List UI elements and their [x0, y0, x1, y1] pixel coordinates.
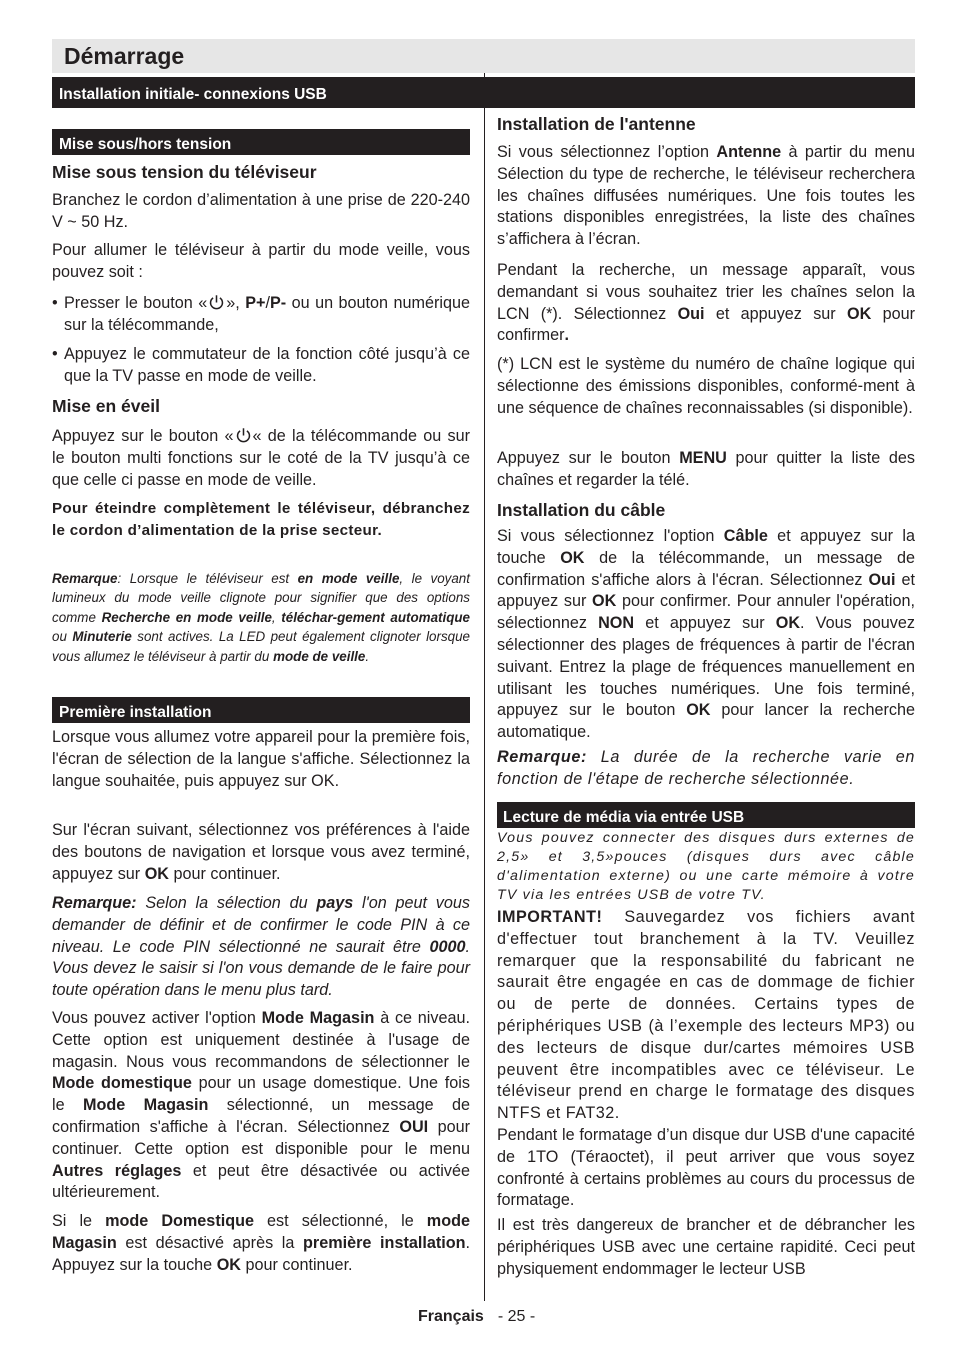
page-number: - 25 -	[497, 1308, 536, 1325]
paragraph: Appuyez sur le bouton « « de la télécommande ou sur le bouton multi fonctions sur le coté de la TV jusqu’à ce que celle ci passe en mode de veille.	[52, 427, 470, 489]
warning-paragraph: Pour éteindre complètement le téléviseur, débranchez le cordon d’alimentation de la prise secteur.	[52, 500, 470, 539]
note: Remarque: Lorsque le téléviseur est en mode veille, le voyant lumineux du mode veille clignote pour signifier que des options comme Recherche en mode veille, téléchar-gement automatique ou Minuterie sont actives. La LED peut également clignoter lorsque vous allumez le téléviseur à partir du mode de veille.	[52, 571, 471, 664]
paragraph: Pendant la recherche, un message apparaît, vous demandant si vous souhaitez trier les chaînes selon la LCN (*). Sélectionnez Oui et appuyez sur OK pour confirmer.	[497, 261, 915, 345]
section-bar-usb	[497, 802, 915, 828]
power-icon	[234, 427, 253, 444]
paragraph: Branchez le cordon d’alimentation à une prise de 220-240 V ~ 50 Hz.	[52, 191, 470, 231]
paragraph: Si vous sélectionnez l’option Antenne à partir du menu Sélection du type de recherche, le téléviseur recherchera les chaînes diffusées numériques. Une fois toutes les stations disponibles enregistrées, la liste des chaînes s’affichera à l’écran.	[497, 143, 915, 249]
paragraph: IMPORTANT! Sauvegardez vos fichiers avant d'effectuer tout branchement à la TV. Veuillez remarquer que la responsabilité du fabricant ne saurait être engagée en cas de dommage de fichier ou de perte de données. Certains types de périphériques USB (à l’exemple des lecteurs MP3) ou des lecteurs de disque dur/cartes mémoires USB peuvent être incompatibles avec ce téléviseur. Le téléviseur prend en charge le formatage des disques NTFS et FAT32.	[497, 908, 915, 1123]
heading-cable: Installation du câble	[497, 500, 666, 520]
paragraph: Pendant le formatage d’un disque dur USB d'une capacité de 1TO (Téraoctet), il peut arriver que vous soyez confronté à certains problèmes au cours du processus de formatage.	[497, 1126, 915, 1210]
power-icon	[207, 294, 226, 311]
list-item: • Presser le bouton « », P+/P- ou un bouton numérique sur la télécommande,	[52, 293, 470, 337]
section-bar-label: Lecture de média via entrée USB	[503, 809, 745, 826]
note: Remarque: Selon la sélection du pays l'on peut vous demander de définir et de confirmer le code PIN à ce niveau. Le code PIN sélectionné ne saurait être 0000. Vous devez le saisir si l'on vous demande de le faire pour toute opération dans le menu plus tard.	[52, 894, 470, 1000]
section-bar-power	[52, 129, 470, 155]
paragraph: Appuyez sur le bouton MENU pour quitter la liste des chaînes et regarder la télé.	[497, 449, 915, 489]
heading-wake: Mise en éveil	[52, 396, 160, 416]
heading-power-on: Mise sous tension du téléviseur	[52, 162, 317, 182]
section-bar-first-install	[52, 697, 470, 723]
page-footer	[418, 1308, 535, 1326]
paragraph: (*) LCN est le système du numéro de chaîne logique qui sélectionne des émissions disponibles, conformé-ment à une séquence de chaînes reconnaissables (si disponible).	[497, 355, 915, 417]
paragraph: Si vous sélectionnez l'option Câble et appuyez sur la touche OK de la télécommande, un message de confirmation s'affiche alors à l'écran. Sélectionnez Oui et appuyez sur OK pour confirmer. Pour annuler l'opération, sélectionnez NON et appuyez sur OK. Vous pouvez sélectionner des plages de fréquences à partir de l'écran suivant. Entrez la plage de fréquences manuellement en utilisant les touches numériques. Une fois terminé, appuyez sur le bouton OK pour lancer la recherche automatique.	[497, 527, 916, 742]
paragraph: Il est très dangereux de brancher et de débrancher les périphériques USB avec une certaine rapidité. Ceci peut physiquement endommager le lecteur USB	[497, 1216, 915, 1278]
list-item: • Appuyez le commutateur de la fonction côté jusqu’à ce que la TV passe en mode de veille.	[52, 344, 470, 388]
paragraph: Lorsque vous allumez votre appareil pour la première fois, l'écran de sélection de la langue s'affiche. Sélectionnez la langue souhaitée, puis appuyez sur OK.	[52, 728, 470, 790]
paragraph: Pour allumer le téléviseur à partir du mode veille, vous pouvez soit :	[52, 241, 470, 281]
paragraph: Si le mode Domestique est sélectionné, le mode Magasin est désactivé après la première installation. Appuyez sur la touche OK pour continuer.	[52, 1212, 470, 1274]
heading-antenna: Installation de l'antenne	[497, 114, 696, 134]
footer-language: Français	[418, 1308, 484, 1325]
page-title-bar	[52, 39, 915, 73]
paragraph: Vous pouvez activer l'option Mode Magasin à ce niveau. Cette option est uniquement destinée à l'usage de magasin. Nous vous recommandons de sélectionner le Mode domestique pour un usage domestique. Une fois le Mode Magasin sélectionné, un message de confirmation s'affiche à l'écran. Sélectionnez OUI pour continuer. Cette option est disponible pour le menu Autres réglages et peut être désactivée ou activée ultérieurement.	[52, 1009, 471, 1202]
section-bar-label: Première installation	[59, 704, 212, 721]
paragraph: Sur l'écran suivant, sélectionnez vos préférences à l'aide des boutons de navigation et lorsque vous avez terminé, appuyez sur OK pour continuer.	[52, 821, 470, 883]
column-divider	[484, 73, 485, 1301]
section-bar-label: Mise sous/hors tension	[59, 136, 232, 153]
section-header-label: Installation initiale- connexions USB	[59, 86, 327, 103]
note: Remarque: La durée de la recherche varie en fonction de l'étape de recherche sélectionnée.	[497, 748, 915, 788]
paragraph: Vous pouvez connecter des disques durs externes de 2,5» et 3,5»pouces (disques durs avec câble d'alimentation externe) ou une carte mémoire à votre TV via les entrées USB de votre TV.	[497, 830, 915, 903]
page-title: Démarrage	[64, 43, 185, 69]
